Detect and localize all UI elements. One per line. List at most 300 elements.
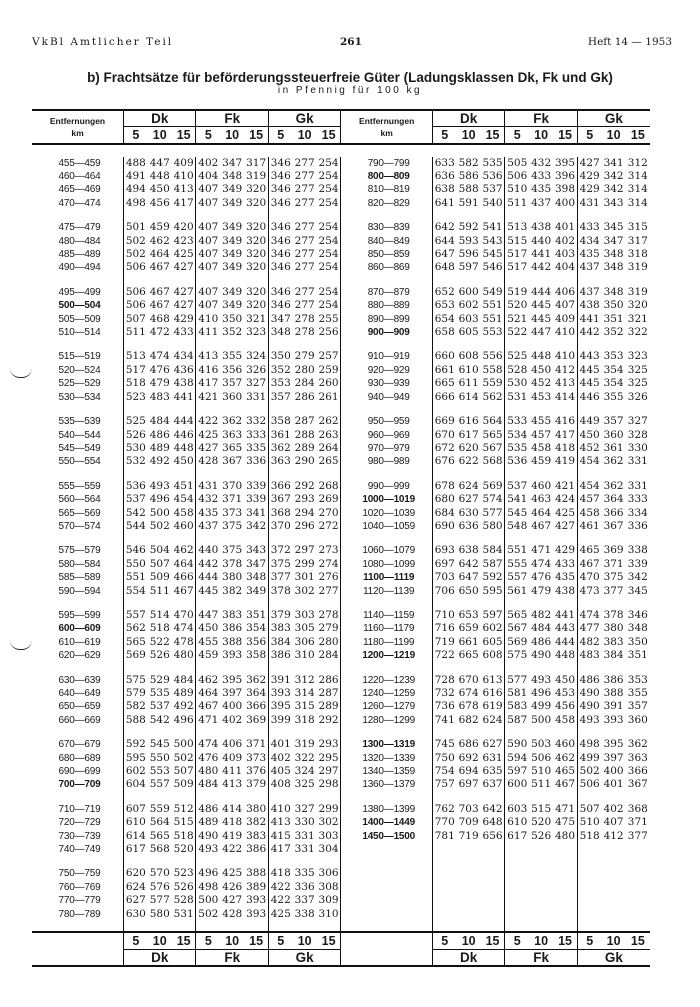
rate-value-gk: 441 <box>577 313 601 326</box>
footer-zone-header: 15 <box>172 932 196 949</box>
rate-value-gk: 288 <box>294 428 315 441</box>
rate-value-fk: 438 <box>555 584 576 597</box>
rate-value-fk: 551 <box>505 544 529 557</box>
rate-value-gk: 331 <box>627 479 648 492</box>
rate-value-fk: 401 <box>555 221 576 234</box>
gap <box>293 469 317 480</box>
rate-value-gk: 352 <box>268 364 292 377</box>
gap <box>432 727 456 738</box>
footer-zone-header: 15 <box>553 932 577 949</box>
rate-value-fk: 414 <box>222 802 243 815</box>
rate-value-fk: 351 <box>246 608 267 621</box>
rate-value-dk: 417 <box>173 196 194 209</box>
rate-value-dk: 627 <box>458 493 479 506</box>
gap <box>529 792 553 803</box>
gap <box>244 792 268 803</box>
rate-value-fk: 320 <box>246 221 267 234</box>
rate-value-fk: 455 <box>531 415 552 428</box>
rate-value-fk: 447 <box>196 609 220 622</box>
rate-value-dk: 741 <box>432 714 456 727</box>
rate-value-gk: 312 <box>627 156 648 169</box>
rate-value-dk: 577 <box>482 506 503 519</box>
rate-value-gk: 482 <box>577 636 601 649</box>
rate-value-fk <box>505 894 529 907</box>
rate-value-gk: 254 <box>318 234 339 247</box>
distance-range: 460—464 <box>58 171 101 182</box>
rate-value-fk: 393 <box>246 907 267 920</box>
rate-value-fk: 425 <box>222 867 243 880</box>
rate-value-fk <box>529 867 553 880</box>
distance-range: 480—484 <box>58 235 101 247</box>
footer-zone-header: 5 <box>432 932 456 949</box>
rate-value-fk: 404 <box>196 170 220 183</box>
rate-value-fk: 502 <box>196 908 220 921</box>
rate-value-fk: 511 <box>531 778 552 791</box>
rate-value-fk: 440 <box>196 544 220 557</box>
rate-value-dk: 627 <box>482 738 503 751</box>
rate-value-gk: 322 <box>627 326 648 339</box>
rate-value-fk: 347 <box>222 156 243 169</box>
rate-value-fk: 597 <box>505 765 529 778</box>
distance-range: 1360—1379 <box>341 778 433 791</box>
rate-value-gk: 483 <box>577 649 601 662</box>
rate-value-dk <box>457 894 481 907</box>
rate-value-gk: 364 <box>603 493 624 506</box>
class-header-gk: Gk <box>268 110 340 127</box>
rate-value-fk: 577 <box>505 674 529 687</box>
rate-value-fk: 500 <box>196 894 220 907</box>
rate-value-dk: 678 <box>432 480 456 493</box>
rate-value-dk <box>457 908 481 921</box>
distance-range: 1450—1500 <box>341 830 433 843</box>
rate-value-fk: 422 <box>196 415 220 428</box>
rate-value-fk: 349 <box>222 196 243 209</box>
rate-value-gk: 422 <box>268 881 292 894</box>
rate-value-gk: 353 <box>627 673 648 686</box>
rate-value-gk: 314 <box>627 196 648 209</box>
zone-header: 10 <box>220 127 244 144</box>
rate-value-fk: 517 <box>505 261 529 274</box>
rate-value-fk: 603 <box>505 803 529 816</box>
rate-value-fk: 413 <box>555 377 576 390</box>
gap <box>196 275 220 286</box>
rate-value-fk: 414 <box>555 390 576 403</box>
rate-value-dk: 697 <box>432 558 456 571</box>
rate-value-gk: 309 <box>318 894 339 907</box>
rate-value-dk: 644 <box>432 235 456 248</box>
gap <box>293 856 317 867</box>
rate-value-dk: 642 <box>482 802 503 815</box>
gap <box>148 339 172 350</box>
rate-value-fk: 317 <box>246 156 267 169</box>
rate-value-fk: 416 <box>196 364 220 377</box>
rate-value-dk: 557 <box>124 609 148 622</box>
rate-value-fk: 467 <box>531 519 552 532</box>
rate-value-dk: 517 <box>124 364 148 377</box>
rate-value-dk: 674 <box>458 687 479 699</box>
rate-value-fk: 395 <box>222 673 243 686</box>
distance-range: 555—559 <box>58 480 101 492</box>
rate-value-fk: 444 <box>196 571 220 584</box>
rate-value-gk: 474 <box>577 609 601 622</box>
footer-zone-header: 5 <box>577 932 601 949</box>
rate-value-gk: 304 <box>318 843 339 856</box>
rate-value-gk: 346 <box>627 608 648 621</box>
rate-value-fk: 419 <box>555 455 576 468</box>
zone-header: 5 <box>268 127 292 144</box>
rate-value-gk: 438 <box>577 299 601 312</box>
rate-value-dk: 531 <box>173 907 194 920</box>
rate-value-dk: 611 <box>458 377 479 390</box>
distance-header-label: Entfernungen <box>359 115 415 126</box>
rate-value-dk: 709 <box>458 816 479 829</box>
rate-value-fk: 382 <box>222 584 243 597</box>
rate-value-gk: 348 <box>627 622 648 635</box>
rate-value-dk: 592 <box>458 221 479 234</box>
gap <box>32 275 124 286</box>
rate-value-fk: 400 <box>222 700 243 713</box>
rate-value-fk: 480 <box>196 765 220 778</box>
rate-value-dk <box>432 843 456 856</box>
rate-value-gk: 348 <box>268 326 292 339</box>
rate-value-dk: 770 <box>432 816 456 829</box>
table-row <box>32 816 650 829</box>
rate-value-dk: 545 <box>149 738 170 751</box>
rate-value-fk: 443 <box>555 622 576 635</box>
rate-value-fk: 386 <box>246 843 267 856</box>
zone-header: 15 <box>553 127 577 144</box>
rate-value-dk: 444 <box>173 415 194 428</box>
distance-range: 1160—1179 <box>341 622 433 635</box>
rate-value-dk: 650 <box>458 584 479 597</box>
rate-value-dk: 781 <box>432 830 456 843</box>
rate-value-gk: 306 <box>318 867 339 880</box>
table-row <box>32 170 650 183</box>
rate-value-gk: 379 <box>268 609 292 622</box>
rate-value-gk: 361 <box>603 441 624 454</box>
table-row <box>32 415 650 428</box>
gap <box>505 533 529 544</box>
gap <box>626 663 650 674</box>
distance-range: 810—819 <box>341 183 433 196</box>
rate-value-fk: 397 <box>222 687 243 699</box>
gap <box>432 339 456 350</box>
rate-value-fk: 424 <box>555 493 576 506</box>
rate-value-fk: 453 <box>531 390 552 403</box>
rate-value-fk <box>505 843 529 856</box>
gap <box>602 275 626 286</box>
rate-value-fk: 375 <box>222 544 243 557</box>
rate-value-fk: 480 <box>555 829 576 842</box>
rate-value-dk: 666 <box>432 391 456 404</box>
gap <box>529 533 553 544</box>
rate-value-fk: 321 <box>246 312 267 325</box>
table-row <box>32 738 650 751</box>
rate-value-gk: 279 <box>318 622 339 635</box>
rate-value-dk: 567 <box>482 441 503 454</box>
table-row <box>32 520 650 533</box>
rate-value-gk: 338 <box>294 907 315 920</box>
gap <box>220 339 244 350</box>
rate-value-gk: 317 <box>627 234 648 247</box>
gap <box>505 275 529 286</box>
rate-value-gk: 273 <box>318 544 339 557</box>
rate-value-fk: 407 <box>196 286 220 299</box>
gap <box>32 533 124 544</box>
rate-value-dk: 480 <box>173 649 194 662</box>
rate-value-fk: 545 <box>505 507 529 520</box>
gap <box>244 469 268 480</box>
rate-value-dk: 607 <box>124 803 148 816</box>
rate-value-gk: 362 <box>603 479 624 492</box>
gap <box>553 469 577 480</box>
rate-value-fk: 521 <box>505 313 529 326</box>
rate-value-gk: 446 <box>577 391 601 404</box>
distance-range: 740—749 <box>58 844 101 856</box>
gap <box>341 792 433 803</box>
gap <box>172 210 196 221</box>
distance-range: 790—799 <box>341 157 433 170</box>
gap <box>505 792 529 803</box>
rate-value-dk: 582 <box>458 156 479 169</box>
distance-range: 595—599 <box>58 609 101 621</box>
distance-range: 730—739 <box>58 830 101 842</box>
rate-value-gk <box>577 843 601 856</box>
rate-value-fk: 427 <box>222 894 243 907</box>
rate-value-dk: 605 <box>482 635 503 648</box>
rate-value-dk: 661 <box>458 635 479 648</box>
gap <box>553 598 577 609</box>
gap <box>244 921 268 932</box>
rate-value-gk: 342 <box>627 571 648 584</box>
distance-range: 590—594 <box>58 585 101 597</box>
gap <box>124 404 148 415</box>
gap <box>317 210 341 221</box>
rate-value-fk: 448 <box>555 649 576 662</box>
rate-value-fk: 457 <box>531 428 552 441</box>
issue-label: Heft 14 — 1953 <box>587 36 672 48</box>
distance-range: 670—679 <box>58 739 101 751</box>
rate-value-dk: 470 <box>173 608 194 621</box>
rate-value-gk: 506 <box>577 778 601 791</box>
rate-value-gk: 383 <box>603 635 624 648</box>
rate-value-fk: 438 <box>531 221 552 234</box>
gap <box>341 275 433 286</box>
rate-value-gk: 284 <box>318 649 339 662</box>
gap <box>577 792 601 803</box>
table-row <box>32 286 650 299</box>
rate-value-fk: 350 <box>222 312 243 325</box>
rate-value-fk: 462 <box>196 674 220 687</box>
rate-value-dk: 635 <box>482 765 503 778</box>
rate-value-gk: 395 <box>603 738 624 751</box>
zone-header: 15 <box>172 127 196 144</box>
rate-value-dk: 502 <box>173 751 194 764</box>
distance-header-label: Entfernungen <box>49 115 106 126</box>
rate-value-gk: 457 <box>577 493 601 506</box>
rate-value-dk: 502 <box>124 235 148 248</box>
rate-value-dk: 434 <box>173 350 194 363</box>
distance-range: 760—769 <box>58 881 101 893</box>
rate-value-fk: 418 <box>222 816 243 829</box>
rate-value-gk: 510 <box>577 816 601 829</box>
rate-value-dk: 617 <box>458 428 479 441</box>
rate-value-dk: 537 <box>482 183 503 196</box>
rate-value-gk: 346 <box>268 248 292 261</box>
rate-value-fk: 531 <box>505 391 529 404</box>
rate-value-fk: 407 <box>555 299 576 312</box>
rate-value-gk: 277 <box>294 170 315 182</box>
rate-value-gk: 322 <box>294 751 315 764</box>
rate-value-dk: 518 <box>173 829 194 842</box>
rate-value-fk: 393 <box>222 649 243 662</box>
rate-value-gk: 507 <box>577 803 601 816</box>
rate-value-gk: 277 <box>294 196 315 209</box>
rate-value-dk: 597 <box>458 261 479 274</box>
gap <box>268 663 292 674</box>
rate-value-gk: 377 <box>603 584 624 597</box>
footer-class-fk: Fk <box>505 949 577 966</box>
rate-value-dk: 507 <box>124 313 148 326</box>
distance-range: 980—989 <box>341 455 433 468</box>
gap <box>317 663 341 674</box>
rate-value-dk: 464 <box>173 557 194 570</box>
gap <box>553 404 577 415</box>
table-row <box>32 636 650 649</box>
rate-value-fk: 484 <box>196 778 220 791</box>
gap <box>481 792 505 803</box>
table-row <box>32 197 650 210</box>
rate-value-dk: 448 <box>149 170 170 182</box>
rate-value-dk: 543 <box>482 234 503 247</box>
rate-value-dk: 678 <box>458 700 479 713</box>
rate-value-gk: 277 <box>294 156 315 169</box>
rate-value-dk: 624 <box>482 713 503 726</box>
gap <box>293 533 317 544</box>
rate-value-gk: 303 <box>318 829 339 842</box>
rate-value-gk: 290 <box>294 455 315 468</box>
distance-header-unit: km <box>71 127 84 138</box>
rate-value-fk <box>529 908 553 921</box>
gap <box>172 856 196 867</box>
rate-value-gk: 346 <box>268 286 292 299</box>
rate-value-dk: 608 <box>458 350 479 363</box>
distance-range: 1140—1159 <box>341 609 433 622</box>
rate-value-dk: 514 <box>149 608 170 621</box>
rate-value-fk: 459 <box>196 649 220 662</box>
rate-value-gk: 351 <box>627 649 648 662</box>
rate-value-gk: 284 <box>294 377 315 390</box>
rate-value-fk: 486 <box>196 803 220 816</box>
rate-value-dk: 558 <box>482 363 503 376</box>
gap <box>432 210 456 221</box>
table-row <box>32 480 650 493</box>
gap <box>293 275 317 286</box>
rate-value-dk: 693 <box>432 544 456 557</box>
rate-value-gk: 362 <box>627 738 648 751</box>
rate-value-gk: 353 <box>268 377 292 390</box>
rate-value-fk: 349 <box>222 234 243 247</box>
rate-value-fk: 513 <box>505 221 529 234</box>
rate-value-fk: 590 <box>505 738 529 751</box>
rate-value-dk: 579 <box>124 687 148 700</box>
rate-value-gk: 366 <box>603 506 624 519</box>
table-row <box>32 674 650 687</box>
rate-value-gk: 292 <box>318 713 339 726</box>
rate-value-gk: 328 <box>627 428 648 441</box>
rate-value-fk: 333 <box>246 428 267 441</box>
gap <box>602 792 626 803</box>
distance-range: 1000—1019 <box>341 493 433 506</box>
gap <box>220 275 244 286</box>
zone-header: 10 <box>457 127 481 144</box>
rate-value-fk: 349 <box>222 285 243 298</box>
gap <box>505 921 529 932</box>
gap <box>457 533 481 544</box>
gap <box>124 533 148 544</box>
rate-value-fk: 428 <box>222 907 243 920</box>
rate-value-fk: 476 <box>196 752 220 765</box>
rate-value-dk: 762 <box>432 803 456 816</box>
gap <box>481 404 505 415</box>
rate-value-dk: 441 <box>173 390 194 403</box>
table-row <box>32 843 650 856</box>
rate-value-dk: 551 <box>482 299 503 312</box>
rate-value-fk <box>505 908 529 921</box>
rate-value-dk: 500 <box>149 506 170 519</box>
gap <box>196 921 220 932</box>
gap <box>626 727 650 738</box>
rate-value-gk: 347 <box>603 234 624 247</box>
rate-value-fk: 565 <box>505 609 529 622</box>
rate-value-fk: 349 <box>222 221 243 234</box>
rate-value-dk: 697 <box>458 778 479 791</box>
table-row <box>32 391 650 404</box>
distance-range: 870—879 <box>341 286 433 299</box>
distance-range: 910—919 <box>341 350 433 363</box>
gap <box>341 210 433 221</box>
rate-value-gk: 350 <box>627 635 648 648</box>
rate-value-fk: 464 <box>531 506 552 519</box>
rate-value-fk: 326 <box>246 363 267 376</box>
rate-value-dk: 565 <box>124 636 148 649</box>
rate-value-dk: 642 <box>432 221 456 234</box>
rate-value-fk: 348 <box>222 170 243 182</box>
rate-value-dk: 550 <box>124 558 148 571</box>
rate-value-gk: 303 <box>294 608 315 621</box>
rate-value-fk: 407 <box>196 221 220 234</box>
gap <box>457 275 481 286</box>
rate-value-fk <box>529 843 553 856</box>
gap <box>553 533 577 544</box>
rate-value-fk: 428 <box>196 455 220 468</box>
rate-value-fk: 426 <box>222 880 243 893</box>
rate-value-gk: 334 <box>627 506 648 519</box>
rate-value-fk: 388 <box>246 867 267 880</box>
gap <box>148 210 172 221</box>
rate-value-dk: 446 <box>173 428 194 441</box>
rate-value-fk: 425 <box>196 429 220 442</box>
rate-value-gk: 499 <box>577 752 601 765</box>
footer-blank <box>341 932 433 966</box>
rate-value-dk: 501 <box>124 221 148 234</box>
footer-zone-header: 15 <box>244 932 268 949</box>
rate-value-gk: 371 <box>603 557 624 570</box>
gap <box>293 339 317 350</box>
rate-value-fk: 360 <box>222 390 243 403</box>
rate-value-fk: 371 <box>222 493 243 506</box>
rate-value-gk: 277 <box>294 285 315 298</box>
